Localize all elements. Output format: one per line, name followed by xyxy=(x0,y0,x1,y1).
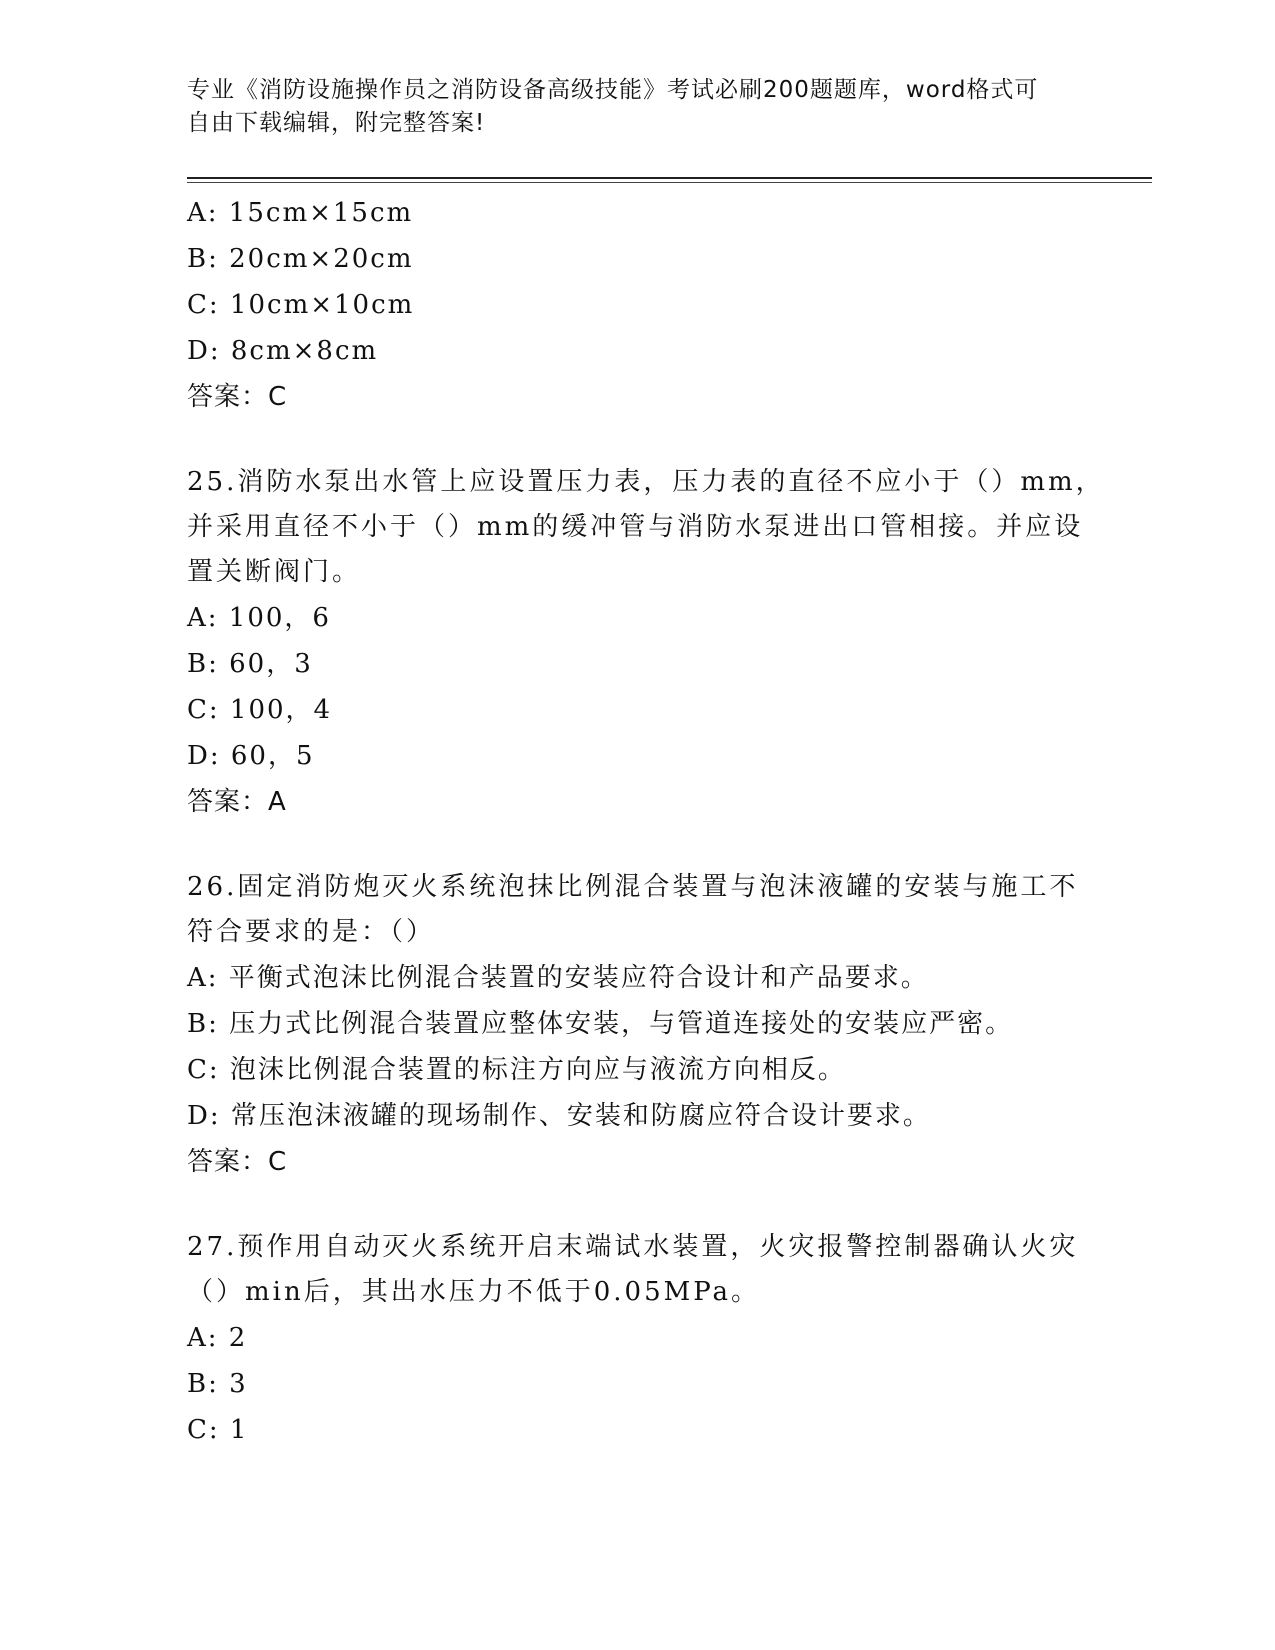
option-a: A: 平衡式泡沫比例混合装置的安装应符合设计和产品要求。 xyxy=(187,963,929,993)
document-header xyxy=(187,74,1067,140)
header-title-line-1: 专业《消防设施操作员之消防设备高级技能》考试必刷200题题库，word格式可 xyxy=(187,77,1039,103)
question-stem-line: 置关断阀门。 xyxy=(187,557,362,587)
question-stem-line: （）min后，其出水压力不低于0.05MPa。 xyxy=(187,1277,761,1307)
document-body xyxy=(187,190,1105,1453)
option-d: D: 8cm×8cm xyxy=(187,336,379,366)
option-b: B: 20cm×20cm xyxy=(187,244,414,274)
option-c: C: 1 xyxy=(187,1415,249,1445)
question-stem xyxy=(187,865,1077,955)
header-divider xyxy=(187,177,1152,179)
option-c: C: 泡沫比例混合装置的标注方向应与液流方向相反。 xyxy=(187,1055,846,1085)
option-d: D: 60，5 xyxy=(187,741,315,771)
question-25 xyxy=(187,460,1105,825)
option-d: D: 常压泡沫液罐的现场制作、安装和防腐应符合设计要求。 xyxy=(187,1101,931,1131)
question-27 xyxy=(187,1225,1077,1453)
question-stem-line: 27.预作用自动灭火系统开启末端试水装置，火灾报警控制器确认火灾 xyxy=(187,1232,1079,1262)
question-stem xyxy=(187,1225,1077,1315)
answer-line: 答案：A xyxy=(187,787,287,817)
answer-line: 答案：C xyxy=(187,1147,288,1177)
option-b: B: 3 xyxy=(187,1369,248,1399)
question-stem-line: 25.消防水泵出水管上应设置压力表，压力表的直径不应小于（）mm， xyxy=(187,467,1105,497)
header-title-line-2: 自由下载编辑，附完整答案! xyxy=(187,110,486,136)
question-24-continuation xyxy=(187,190,1077,420)
option-b: B: 60，3 xyxy=(187,649,313,679)
question-stem xyxy=(187,460,1105,595)
question-stem-line: 并采用直径不小于（）mm的缓冲管与消防水泵进出口管相接。并应设 xyxy=(187,512,1084,542)
answer-line: 答案：C xyxy=(187,382,288,412)
option-a: A: 15cm×15cm xyxy=(187,198,414,228)
option-c: C: 10cm×10cm xyxy=(187,290,415,320)
option-c: C: 100，4 xyxy=(187,695,333,725)
option-a: A: 2 xyxy=(187,1323,248,1353)
option-b: B: 压力式比例混合装置应整体安装，与管道连接处的安装应严密。 xyxy=(187,1009,1014,1039)
question-stem-line: 26.固定消防炮灭火系统泡抹比例混合装置与泡沫液罐的安装与施工不 xyxy=(187,872,1079,902)
header-divider-thin xyxy=(187,182,1152,183)
question-26 xyxy=(187,865,1077,1185)
option-a: A: 100，6 xyxy=(187,603,331,633)
question-stem-line: 符合要求的是：（） xyxy=(187,917,436,947)
